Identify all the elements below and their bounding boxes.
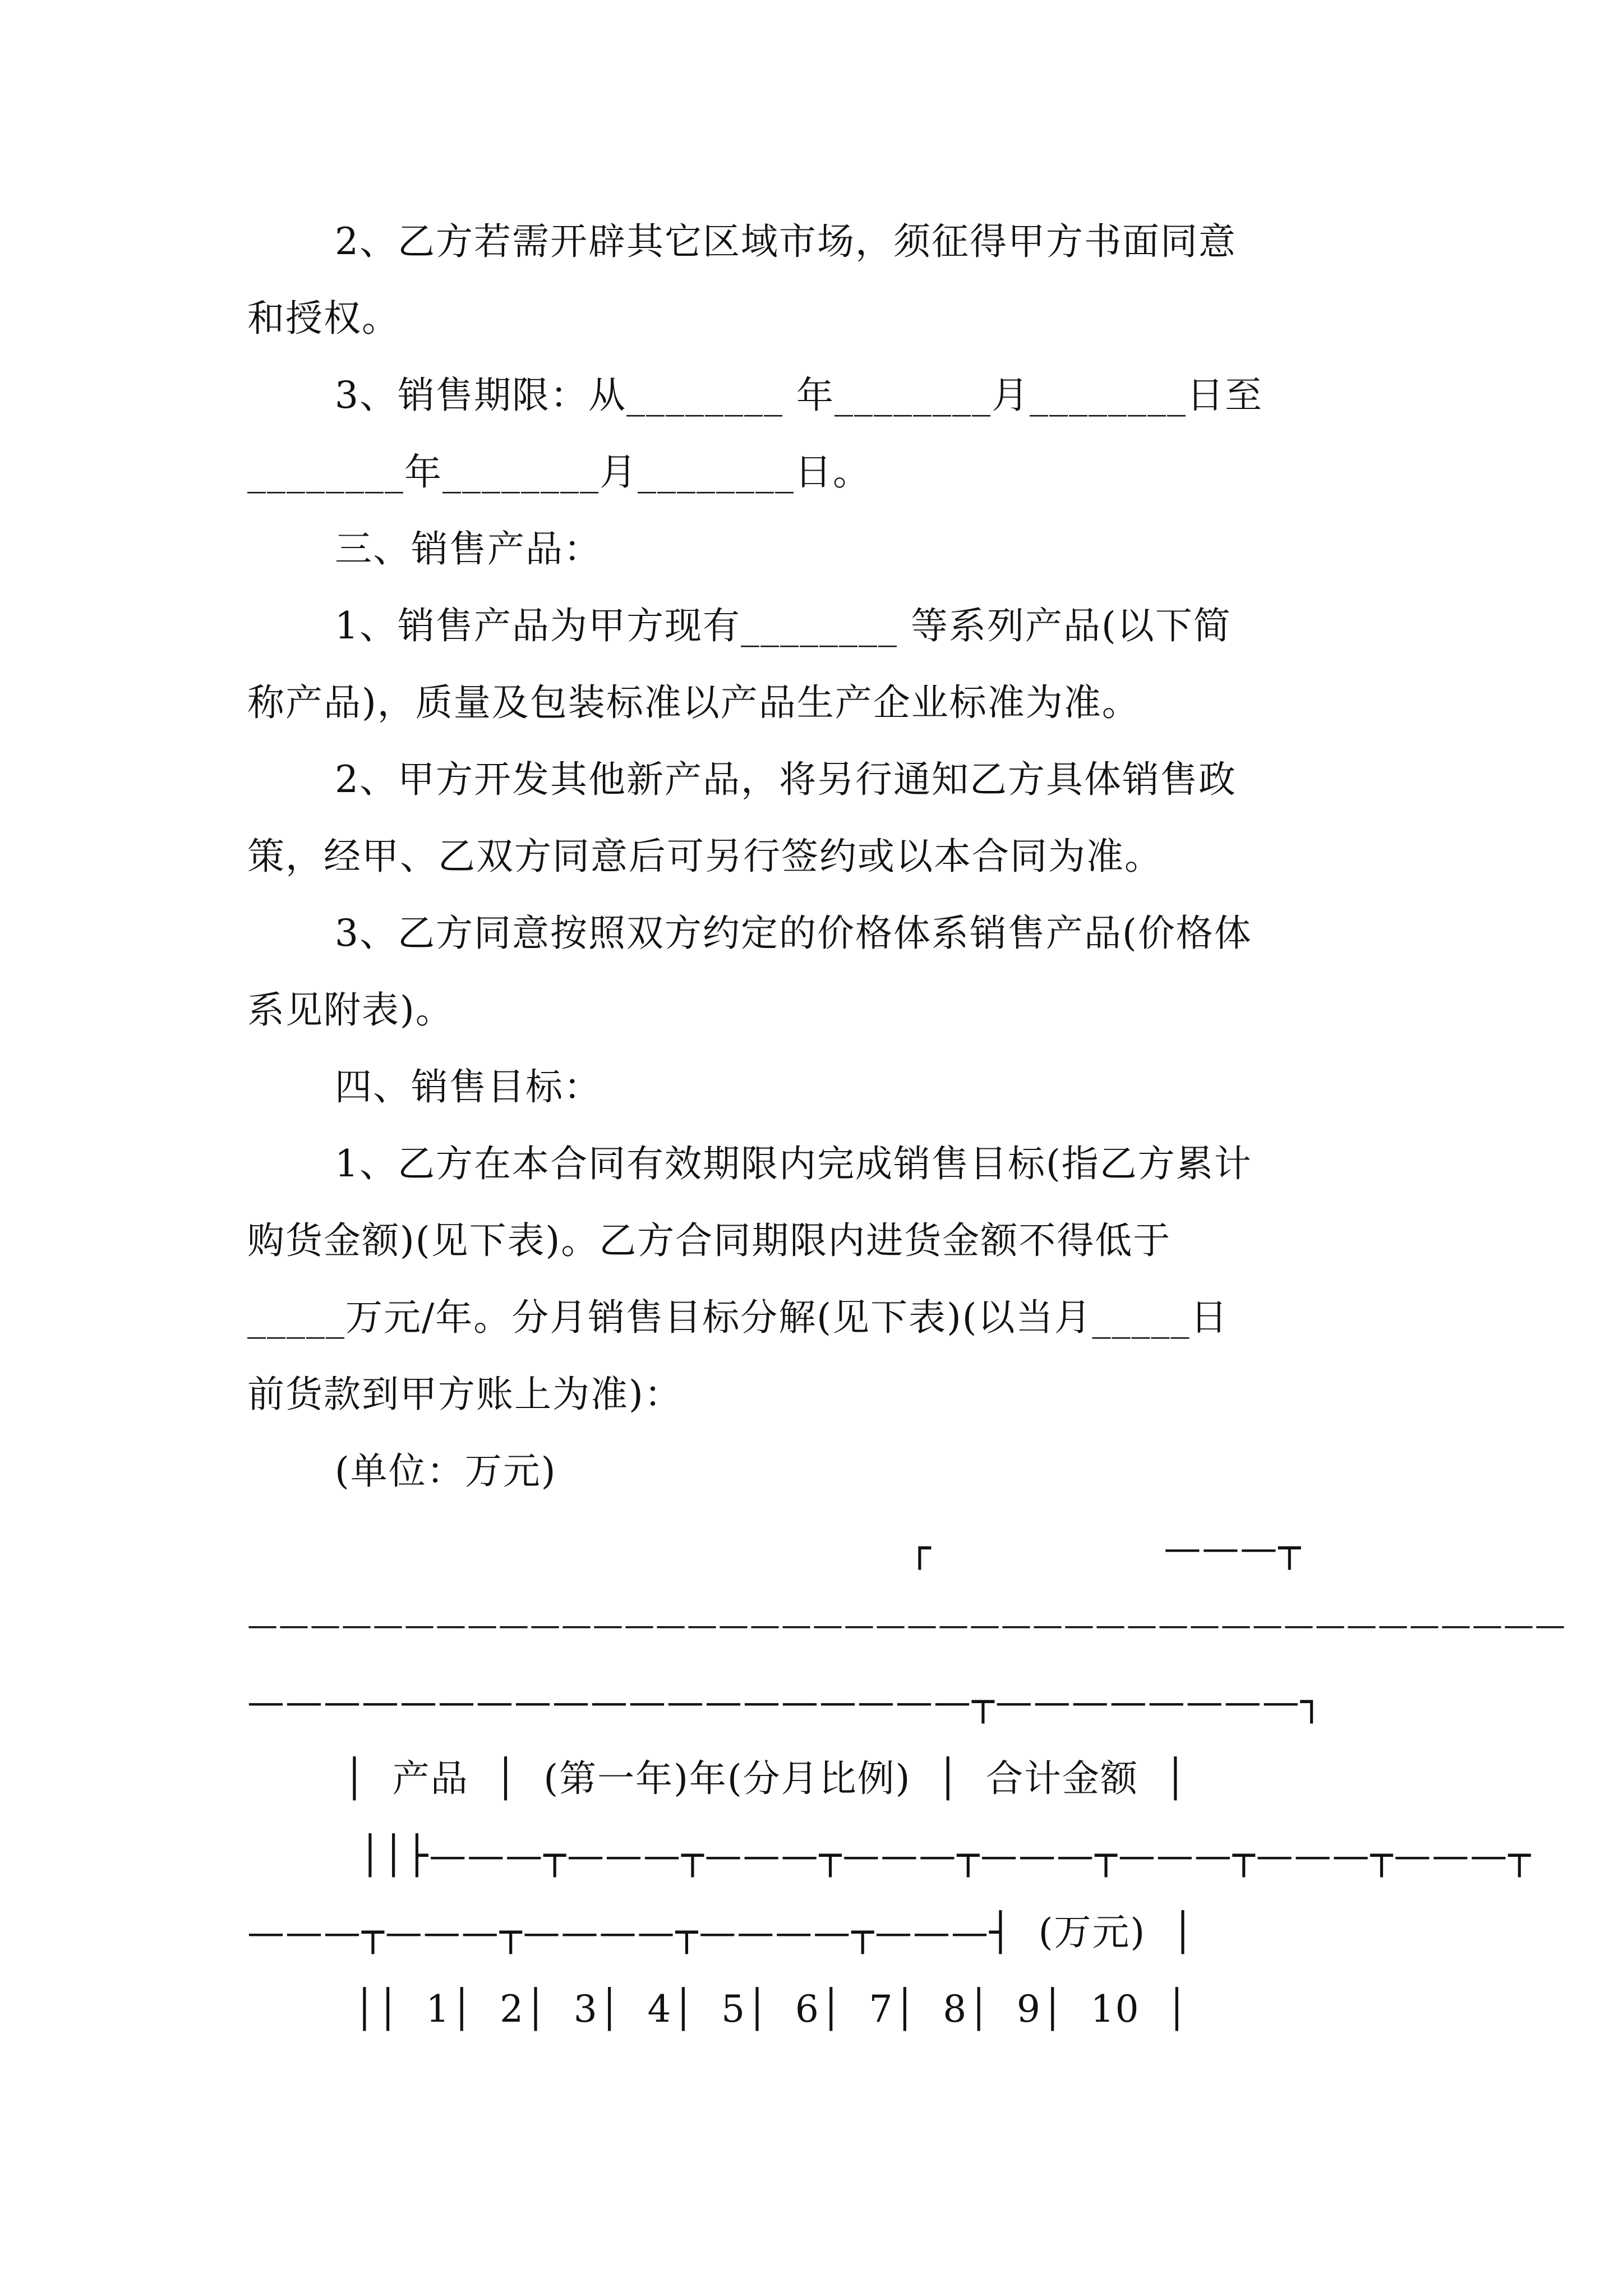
unit-note: (单位：万元) [335,1450,557,1493]
paragraph-line: 称产品)，质量及包装标准以产品生产企业标准为准。 [247,681,1140,724]
paragraph-line: 购货金额)(见下表)。乙方合同期限内进货金额不得低于 [247,1219,1172,1262]
paragraph-line: 和授权。 [247,297,400,340]
paragraph-line: 前货款到甲方账上为准)： [247,1373,683,1416]
paragraph-line: 1、乙方在本合同有效期限内完成销售目标(指乙方累计 [335,1142,1252,1185]
paragraph-line: ________年________月________日。 [247,450,871,494]
paragraph-line: 1、销售产品为甲方现有________ 等系列产品(以下简 [335,604,1232,647]
table-line: ———┬———┬————┬————┬———┤ (万元) │ [247,1911,1195,1954]
paragraph-line: 策，经甲、乙双方同意后可另行签约或以本合同为准。 [247,835,1163,878]
table-line: ———————————————————┬————————┐ [247,1680,1324,1723]
paragraph-line: 3、销售期限：从________ 年________月________日至 [335,374,1263,417]
paragraph-line: 3、乙方同意按照双方约定的价格体系销售产品(价格体 [335,912,1252,955]
paragraph-line: _____万元/年。分月销售目标分解(见下表)(以当月_____日 [247,1296,1229,1339]
paragraph-line: 系见附表)。 [247,988,454,1032]
table-header-row: │ 产品 │ (第一年)年(分月比例) │ 合计金额 │ [343,1757,1188,1800]
table-line: —————————————————————————————————————————— [247,1607,1566,1642]
section-heading: 四、销售目标： [335,1065,602,1108]
paragraph-line: 2、乙方若需开辟其它区域市场，须征得甲方书面同意 [335,220,1237,263]
table-line: ┌ ———┬ [909,1526,1302,1570]
paragraph-line: 2、甲方开发其他新产品，将另行通知乙方具体销售政 [335,758,1237,801]
table-month-row: ││ 1│ 2│ 3│ 4│ 5│ 6│ 7│ 8│ 9│ 10 │ [353,1987,1189,2031]
table-line: ││├———┬———┬———┬———┬———┬———┬———┬———┬ [359,1834,1532,1877]
section-heading: 三、销售产品： [335,527,602,570]
